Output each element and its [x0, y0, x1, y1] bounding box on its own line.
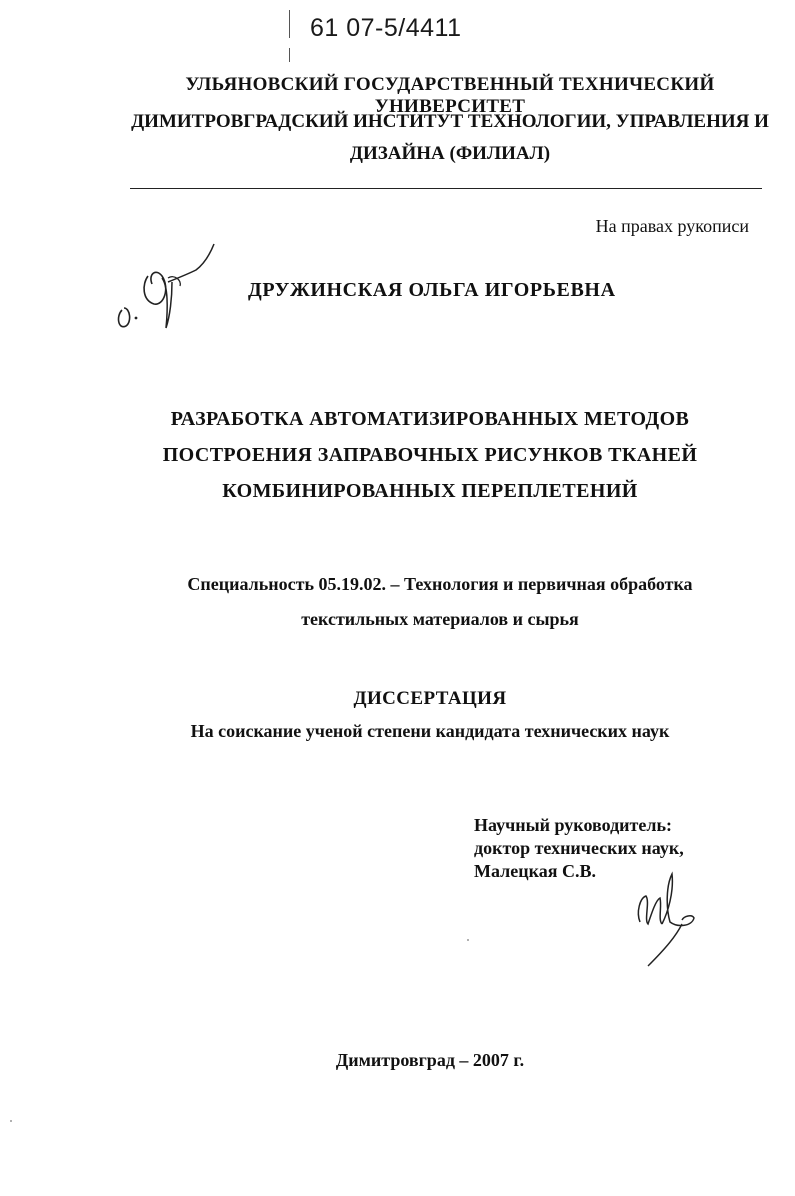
place-year: Димитровград – 2007 г. [335, 1050, 525, 1070]
specialty-line-1: Специальность 05.19.02. – Технология и первичная обработка [187, 574, 693, 594]
archive-tick-top [289, 10, 290, 38]
supervisor-role: Научный руководитель: [474, 815, 672, 835]
scan-speck [467, 939, 469, 941]
scan-speck [10, 1120, 12, 1122]
institute-name-line-2: ДИЗАЙНА (ФИЛИАЛ) [349, 143, 551, 164]
supervisor-degree: доктор технических наук, [474, 838, 684, 858]
title-line-2: ПОСТРОЕНИЯ ЗАПРАВОЧНЫХ РИСУНКОВ ТКАНЕЙ [162, 444, 698, 466]
archive-tick-bottom [289, 48, 290, 62]
title-line-3: КОМБИНИРОВАННЫХ ПЕРЕПЛЕТЕНИЙ [222, 480, 638, 502]
author-name: ДРУЖИНСКАЯ ОЛЬГА ИГОРЬЕВНА [248, 279, 616, 301]
archive-number: 61 07-5/4411 [310, 14, 462, 42]
title-line-1: РАЗРАБОТКА АВТОМАТИЗИРОВАННЫХ МЕТОДОВ [170, 408, 690, 430]
specialty-line-2: текстильных материалов и сырья [301, 609, 579, 629]
institute-name-line-1: ДИМИТРОВГРАДСКИЙ ИНСТИТУТ ТЕХНОЛОГИИ, УПРАВЛЕНИЯ И [131, 111, 769, 132]
university-name: УЛЬЯНОВСКИЙ ГОСУДАРСТВЕННЫЙ ТЕХНИЧЕСКИЙ УНИВЕРСИТЕТ [185, 74, 715, 117]
supervisor-signature [626, 862, 706, 972]
header-divider [130, 188, 762, 189]
manuscript-note: На правах рукописи [595, 216, 749, 236]
author-signature [112, 238, 222, 333]
document-type: ДИССЕРТАЦИЯ [353, 688, 507, 709]
supervisor-name: Малецкая С.В. [474, 861, 596, 881]
degree-line: На соискание ученой степени кандидата технических наук [190, 721, 670, 741]
